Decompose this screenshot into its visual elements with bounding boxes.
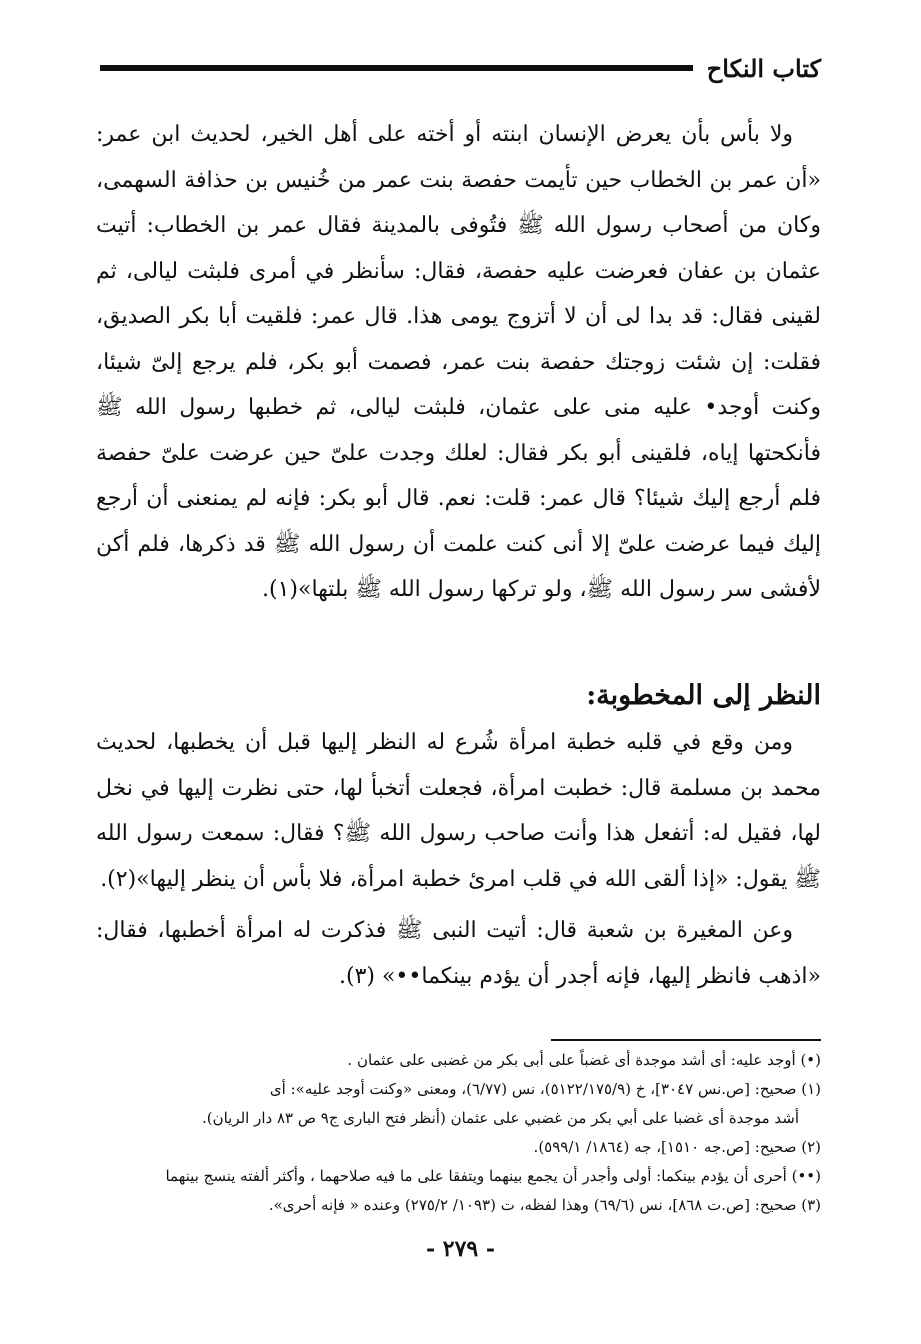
- footnote-separator: [551, 1039, 821, 1041]
- running-header: [100, 50, 821, 86]
- footnote-dot: (•) أوجد عليه: أى أشد موجدة أى غضباً على أبى بكر من غضبى على عثمان .: [347, 1051, 821, 1069]
- paragraph-mughira-bin-shuba: وعن المغيرة بن شعبة قال: أتيت النبى ﷺ فذكرت له امرأة أخطبها، فقال: «اذهب فانظر إليها، فإنه أجدر أن يؤدم بينكما••» (٣).: [96, 918, 821, 989]
- chapter-title: كتاب النكاح: [706, 53, 821, 83]
- page-number: - ٢٧٩ -: [425, 1236, 496, 1262]
- footnotes: [96, 1046, 821, 1220]
- main-text: [96, 112, 821, 613]
- footnote-2: (٢) صحيح: [ص.جه ١٥١٠]، جه (١٨٦٤/ ٥٩٩/١).: [533, 1138, 821, 1156]
- paragraph-muhammad-bin-maslama: ومن وقع في قلبه خطبة امرأة شُرع له النظر إليها قبل أن يخطبها، لحديث محمد بن مسلمة قال: خطبت امرأة، فجعلت أتخبأ لها، حتى نظرت إليها في نخل لها، فقيل له: أتفعل هذا وأنت صاحب رسول الله ﷺ؟ فقال: سمعت رسول الله ﷺ يقول: «إذا ألقى الله في قلب امرئ خطبة امرأة، فلا بأس أن ينظر إليها»(٢).: [96, 730, 821, 892]
- footnote-double-dot: (••) أحرى أن يؤدم بينكما: أولى وأجدر أن يجمع بينهما ويتفقا على ما فيه صلاحهما ، وأكثر ألفته ينسج بينهما: [165, 1167, 821, 1185]
- header-rule: [100, 65, 693, 71]
- paragraph-hafsa-hadith: ولا بأس بأن يعرض الإنسان ابنته أو أخته على أهل الخير، لحديث ابن عمر: «أن عمر بن الخطاب حين تأيمت حفصة بنت عمر من خُنيس بن حذافة السهمى، وكان من أصحاب رسول الله ﷺ فتُوفى بالمدينة فقال عمر بن الخطاب: أتيت عثمان بن عفان فعرضت عليه حفصة، فقال: سأنظر في أمرى فلبثت ليالى، ثم لقينى فقال: قد بدا لى أن لا أتزوج يومى هذا. قال عمر: فلقيت أبا بكر الصديق، فقلت: إن شئت زوجتك حفصة بنت عمر، فصمت أبو بكر، فلم يرجع إلىّ شيئا، وكنت أوجد• عليه منى على عثمان، فلبثت ليالى، ثم خطبها رسول الله ﷺ فأنكحتها إياه، فلقينى أبو بكر فقال: لعلك وجدت علىّ حين عرضت علىّ حفصة فلم أرجع إليك شيئا؟ قال عمر: قلت: نعم. قال أبو بكر: فإنه لم يمنعنى أن أرجع إليك فيما عرضت علىّ إلا أنى كنت علمت أن رسول الله ﷺ قد ذكرها، فلم أكن لأفشى سر رسول الله ﷺ، ولو تركها رسول الله ﷺ بلتها»(١).: [96, 122, 821, 602]
- footnote-1-continued: أشد موجدة أى غضبا على أبي بكر من غضبي على عثمان (أنظر فتح البارى ج٩ ص ٨٣ دار الريان).: [201, 1109, 799, 1127]
- section-heading: النظر إلى المخطوبة:: [586, 680, 821, 711]
- footnote-1: (١) صحيح: [ص.نس ٣٠٤٧]، خ (٥١٢٢/١٧٥/٩)، نس (٦/٧٧)، ومعنى «وكنت أوجد عليه»: أى: [269, 1080, 821, 1098]
- section-text: [96, 720, 821, 999]
- footnote-3: (٣) صحيح: [ص.ت ٨٦٨]، نس (٦٩/٦) وهذا لفظه، ت (١٠٩٣/ ٢٧٥/٢) وعنده « فإنه أحرى».: [268, 1196, 821, 1214]
